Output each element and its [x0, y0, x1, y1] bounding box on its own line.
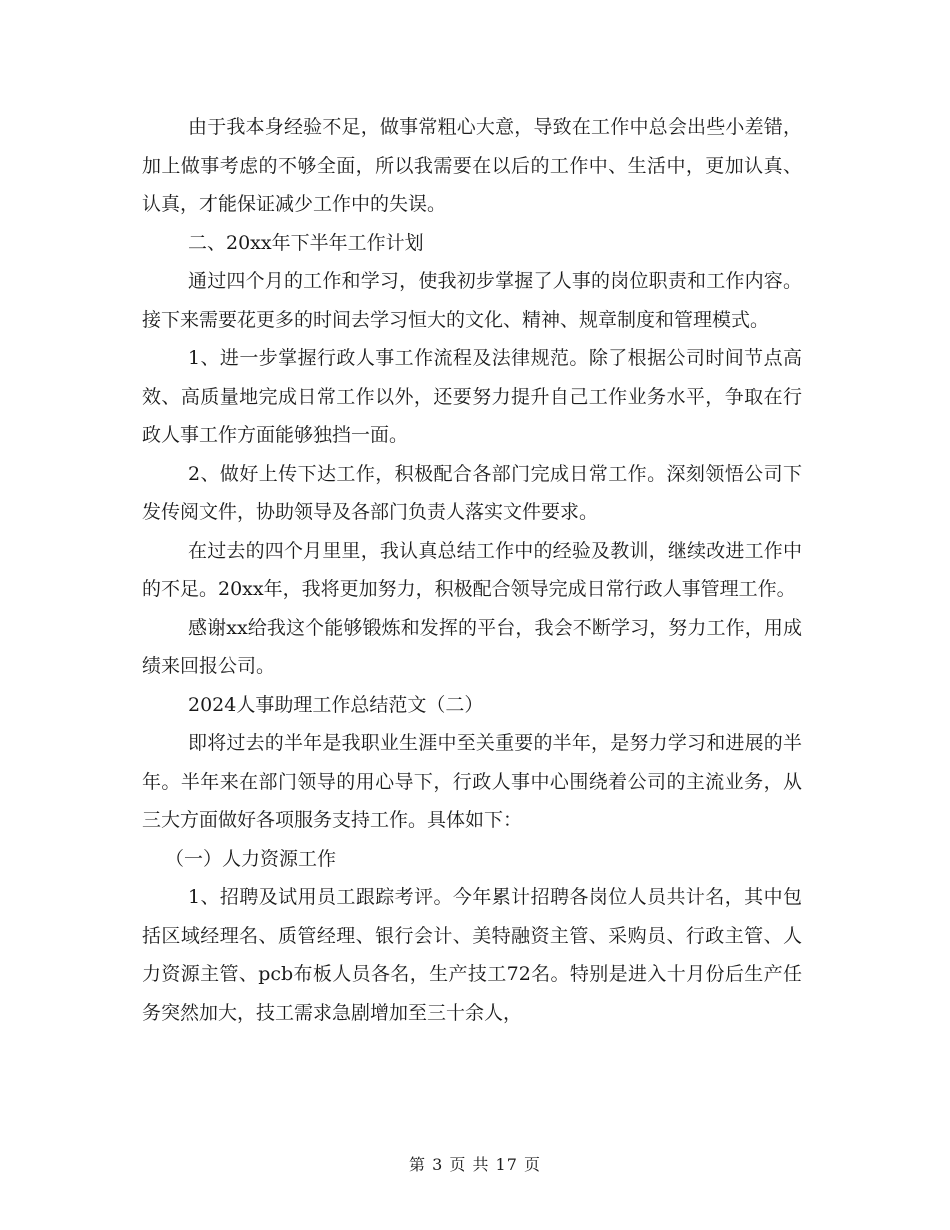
paragraph: 即将过去的半年是我职业生涯中至关重要的半年，是努力学习和进展的半年。半年来在部门领导的用心导下，行政人事中心围绕着公司的主流业务，从三大方面做好各项服务支持工作。具体如下：	[142, 732, 802, 831]
paragraph: 1、招聘及试用员工跟踪考评。今年累计招聘各岗位人员共计名，其中包括区域经理名、质管经理、银行会计、美特融资主管、采购员、行政主管、人力资源主管、pcb布板人员各名，生产技工72名。特别是进入十月份后生产任务突然加大，技工需求急剧增加至三十余人，	[142, 886, 802, 1024]
paragraph: 由于我本身经验不足，做事常粗心大意，导致在工作中总会出些小差错，加上做事考虑的不够全面，所以我需要在以后的工作中、生活中，更加认真、认真，才能保证减少工作中的失误。	[142, 116, 802, 215]
article-title: 2024人事助理工作总结范文（二）	[188, 693, 484, 716]
page-footer	[0, 1152, 950, 1175]
page-number: 第 3 页 共 17 页	[409, 1155, 541, 1174]
paragraph: 2、做好上传下达工作，积极配合各部门完成日常工作。深刻领悟公司下发传阅文件，协助领导及各部门负责人落实文件要求。	[142, 462, 802, 523]
subsection-heading: （一）人力资源工作	[165, 847, 337, 870]
section-heading: 二、20xx年下半年工作计划	[188, 231, 424, 254]
paragraph: 通过四个月的工作和学习，使我初步掌握了人事的岗位职责和工作内容。接下来需要花更多的时间去学习恒大的文化、精神、规章制度和管理模式。	[142, 270, 802, 331]
paragraph: 1、进一步掌握行政人事工作流程及法律规范。除了根据公司时间节点高效、高质量地完成日常工作以外，还要努力提升自己工作业务水平，争取在行政人事工作方面能够独挡一面。	[142, 347, 802, 446]
paragraph: 感谢xx给我这个能够锻炼和发挥的平台，我会不断学习，努力工作，用成绩来回报公司。	[142, 616, 802, 677]
paragraph: 在过去的四个月里里，我认真总结工作中的经验及教训，继续改进工作中的不足。20xx年，我将更加努力，积极配合领导完成日常行政人事管理工作。	[142, 539, 802, 600]
document-body	[142, 108, 802, 1032]
